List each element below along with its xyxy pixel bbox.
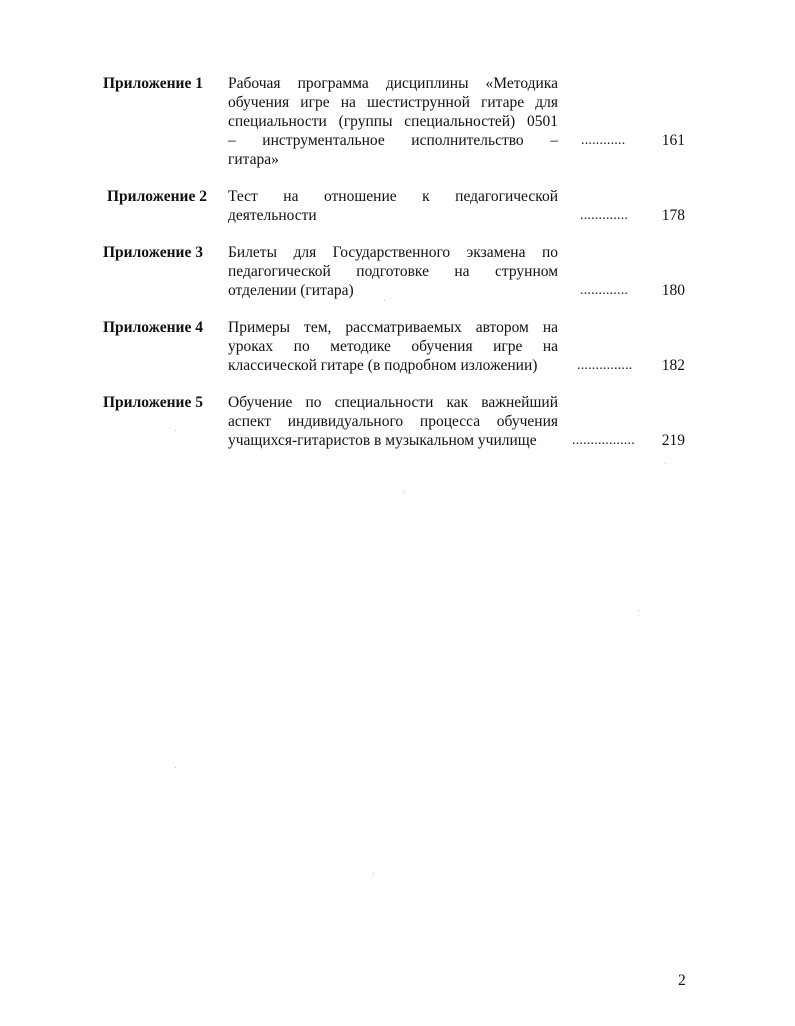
scan-speck [665, 463, 666, 464]
dot-leader: ............. [580, 283, 629, 298]
scan-speck [404, 492, 405, 493]
entry-title-line: уроках по методике обучения игре на [228, 338, 558, 355]
appendix-label: Приложение 4 [103, 319, 203, 336]
dot-leader: ............... [577, 358, 633, 373]
entry-title-line: специальности (группы специальностей) 0501 [228, 113, 558, 130]
entry-title [228, 187, 558, 225]
entry-title-line: Рабочая программа дисциплины «Методика [228, 75, 558, 92]
appendix-label: Приложение 3 [103, 244, 203, 261]
scan-speck [373, 873, 374, 874]
page-number: 2 [678, 972, 686, 989]
page-reference: 161 [661, 132, 685, 149]
scan-speck [175, 430, 176, 431]
entry-title-line: – инструментальное исполнительство – [228, 132, 558, 149]
appendix-label: Приложение 2 [107, 188, 207, 205]
entry-title-line: деятельности [228, 207, 317, 224]
entry-title-line: Тест на отношение к педагогической [228, 188, 558, 205]
dot-leader: ................. [572, 433, 635, 448]
entry-title-line: Примеры тем, рассматриваемых автором на [228, 319, 558, 336]
entry-title-line: отделении (гитара) [228, 282, 354, 299]
entry-title [228, 318, 558, 375]
entry-title-line: учащихся-гитаристов в музыкальном училище [228, 432, 537, 449]
scan-speck [384, 300, 385, 301]
page-reference: 180 [661, 282, 685, 299]
entry-title [228, 243, 558, 300]
scan-speck [175, 767, 176, 768]
entry-title-line: Обучение по специальности как важнейший [228, 394, 558, 411]
scan-speck [638, 610, 639, 611]
dot-leader: ............. [580, 208, 629, 223]
dot-leader: ............ [581, 133, 626, 148]
entry-title-line: классической гитаре (в подробном изложении) [228, 357, 538, 374]
page-reference: 182 [661, 357, 685, 374]
entry-title-line: педагогической подготовке на струнном [228, 263, 558, 280]
entry-title-line: аспект индивидуального процесса обучения [228, 413, 558, 430]
entry-title-line: гитара» [228, 151, 279, 168]
entry-title [228, 393, 558, 450]
appendix-label: Приложение 5 [103, 394, 203, 411]
entry-title-line: обучения игре на шестиструнной гитаре для [228, 94, 558, 111]
entry-title [228, 74, 558, 169]
page-reference: 178 [661, 207, 685, 224]
appendix-label: Приложение 1 [103, 75, 203, 92]
page-reference: 219 [661, 432, 685, 449]
entry-title-line: Билеты для Государственного экзамена по [228, 244, 558, 261]
